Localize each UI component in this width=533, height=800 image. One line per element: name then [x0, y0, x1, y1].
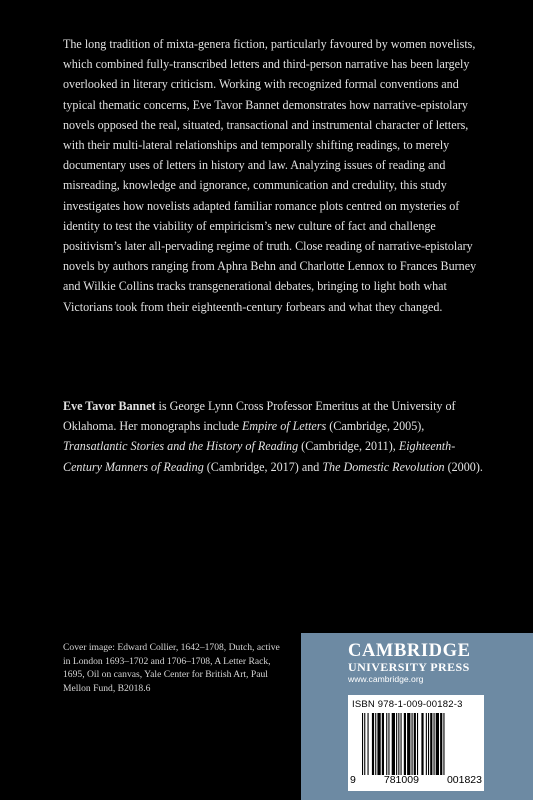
bio-text-4: (Cambridge, 2017) and: [203, 459, 323, 474]
publisher-subtitle: UNIVERSITY PRESS: [348, 660, 470, 674]
barcode-digits: [350, 774, 482, 786]
isbn-label: ISBN 978-1-009-00182-3: [352, 699, 463, 710]
book-title-2: Transatlantic Stories and the History of Reading: [63, 439, 299, 454]
barcode-bars: [362, 713, 480, 775]
barcode-digit-lead: 9: [350, 774, 356, 786]
bio-text-5: (2000).: [444, 459, 483, 474]
author-name: Eve Tavor Bannet: [63, 399, 156, 413]
publisher-panel: [301, 633, 533, 800]
book-title-1: Empire of Letters: [242, 419, 327, 434]
publisher-name: CAMBRIDGE: [348, 641, 471, 661]
barcode-digit-group-2: 001823: [446, 774, 482, 786]
barcode-digit-group-1: 781009: [383, 774, 419, 786]
publisher-url: www.cambridge.org: [348, 674, 424, 684]
bio-text-2: (Cambridge, 2005),: [326, 419, 425, 434]
bio-text-1: is George Lynn Cross Professor Emeritus at the University of Oklahoma. Her monographs include: [63, 399, 456, 434]
cover-image-credit: Cover image: Edward Collier, 1642–1708, Dutch, active in London 1693–1702 and 1706–1708, A Letter Rack, 1695, Oil on canvas, Yale Center for British Art, Paul Mellon Fund, B2018.6: [63, 642, 280, 694]
book-title-4: The Domestic Revolution: [322, 459, 445, 474]
bio-text-3: (Cambridge, 2011),: [298, 439, 399, 454]
back-cover-blurb: The long tradition of mixta-genera fiction, particularly favoured by women novelists, which combined fully-transcribed letters and third-person narrative has been largely overlooked in literary criticism. Working with recognized formal conventions and typical thematic concerns, Eve Tavor Bannet demonstrates how narrative-epistolary novels opposed the real, situated, transactional and instrumental character of letters, with their multi-lateral relationships and temporally shifting readings, to merely documentary uses of letters in history and law. Analyzing issues of reading and misreading, knowledge and ignorance, communication and credulity, this study investigates how novelists adapted familiar romance plots centred on mysteries of identity to test the viability of empiricism’s new culture of fact and challenge positivism’s later all-pervading regime of truth. Close reading of narrative-epistolary novels by authors ranging from Aphra Behn and Charlotte Lennox to Frances Burney and Wilkie Collins tracks transgenerational debates, bringing to light both what Victorians took from their eighteenth-century forbears and what they changed.: [63, 37, 477, 314]
author-bio: [63, 396, 483, 477]
isbn-barcode: [348, 695, 484, 791]
book-title-3: Eighteenth-Century Manners of Reading: [63, 439, 456, 474]
publisher-logo: [348, 641, 488, 685]
